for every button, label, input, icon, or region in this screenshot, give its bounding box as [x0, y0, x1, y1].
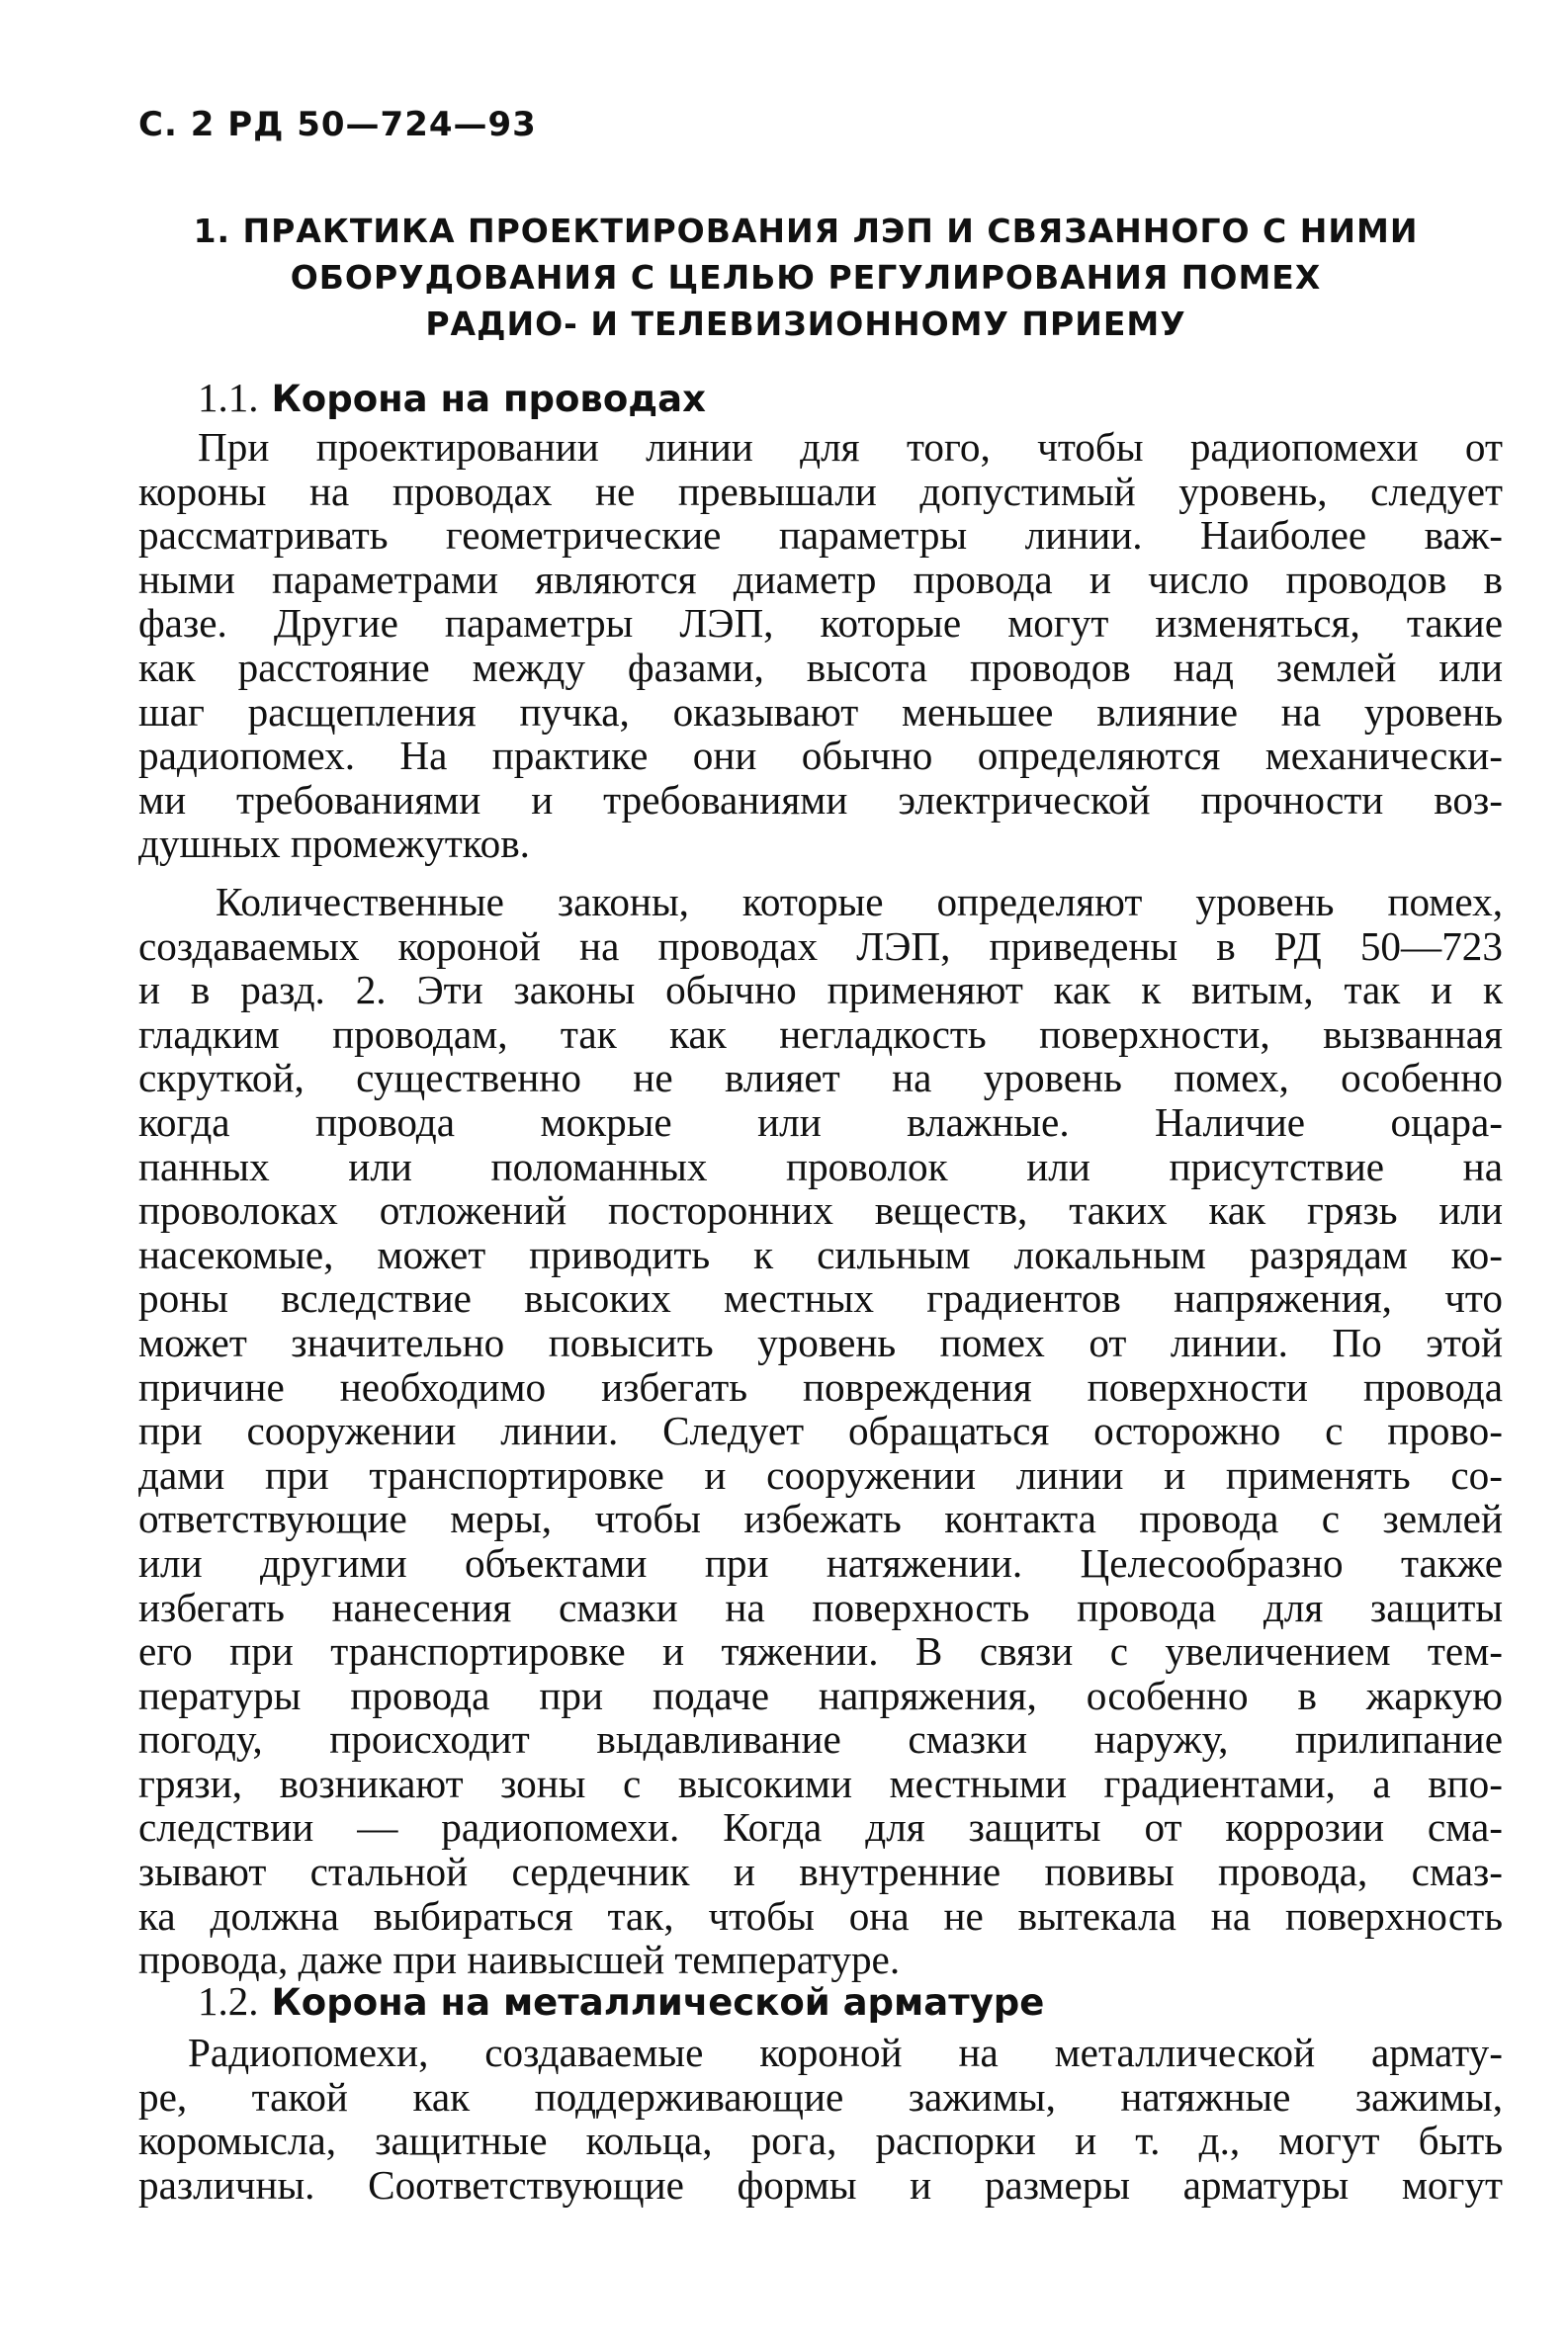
section-title-line: РАДИО- И ТЕЛЕВИЗИОННОМУ ПРИЕМУ [425, 304, 1186, 343]
text-line: рассматривать геометрические параметры линии. Наиболее важ- [138, 512, 1503, 559]
text-line: различны. Соответствующие формы и размеры арматуры могут [138, 2161, 1503, 2208]
text-line: ка должна выбираться так, чтобы она не вытекала на поверхность [138, 1892, 1503, 1939]
text-line: может значительно повысить уровень помех от линии. По этой [138, 1319, 1503, 1365]
text-line: создаваемых короной на проводах ЛЭП, приведены в РД 50—723 [138, 922, 1503, 969]
text-line: короны на проводах не превышали допустимый уровень, следует [138, 468, 1503, 514]
text-line: панных или поломанных проволок или присутствие на [138, 1143, 1503, 1189]
paragraph [138, 425, 1503, 866]
text-line: при сооружении линии. Следует обращаться осторожно с прово- [138, 1408, 1503, 1454]
text-line: фазе. Другие параметры ЛЭП, которые могут изменяться, такие [138, 600, 1503, 647]
text-line: коромысла, защитные кольца, рога, распорки и т. д., могут быть [138, 2118, 1503, 2164]
section-title [148, 208, 1463, 347]
text-line: погоду, происходит выдавливание смазки наружу, прилипание [138, 1716, 1503, 1763]
subsection-heading-1-2 [198, 1977, 1044, 2027]
text-line: насекомые, может приводить к сильным локальным разрядам ко- [138, 1231, 1503, 1277]
text-line: скруткой, существенно не влияет на уровень помех, особенно [138, 1055, 1503, 1101]
subsection-title: Корона на металлической арматуре [271, 1981, 1045, 2024]
section-title-line: ОБОРУДОВАНИЯ С ЦЕЛЬЮ РЕГУЛИРОВАНИЯ ПОМЕХ [290, 258, 1322, 297]
text-line: когда провода мокрые или влажные. Наличие оцара- [138, 1098, 1503, 1145]
text-line: проволоках отложений посторонних веществ, таких как грязь или [138, 1187, 1503, 1234]
subsection-heading-1-1 [198, 374, 706, 423]
text-line: ре, такой как поддерживающие зажимы, натяжные зажимы, [138, 2073, 1503, 2120]
subsection-number: 1.1. [198, 375, 259, 420]
paragraph [138, 2031, 1503, 2207]
text-line: ми требованиями и требованиями электрической прочности воз- [138, 776, 1503, 823]
section-title-line: 1. ПРАКТИКА ПРОЕКТИРОВАНИЯ ЛЭП И СВЯЗАННОГО С НИМИ [193, 212, 1419, 250]
text-line: и в разд. 2. Эти законы обычно применяют как к витым, так и к [138, 967, 1503, 1013]
text-line: как расстояние между фазами, высота проводов над землей или [138, 644, 1503, 690]
text-line: зывают стальной сердечник и внутренние повивы провода, смаз- [138, 1849, 1503, 1895]
text-line: При проектировании линии для того, чтобы радиопомехи от [198, 424, 1503, 470]
subsection-number: 1.2. [198, 1978, 259, 2024]
text-line: шаг расщепления пучка, оказывают меньшее влияние на уровень [138, 688, 1503, 735]
running-head: С. 2 РД 50—724—93 [138, 105, 537, 144]
text-line: пературы провода при подаче напряжения, особенно в жаркую [138, 1672, 1503, 1718]
text-line: дами при транспортировке и сооружении линии и применять со- [138, 1451, 1503, 1498]
text-line: Радиопомехи, создаваемые короной на металлической армату- [188, 2030, 1503, 2075]
text-line: гладким проводам, так как негладкость поверхности, вызванная [138, 1010, 1503, 1057]
text-line: Количественные законы, которые определяют уровень помех, [216, 879, 1503, 924]
subsection-title: Корона на проводах [271, 378, 706, 420]
text-line: следствии — радиопомехи. Когда для защиты от коррозии сма- [138, 1804, 1503, 1851]
text-line: избегать нанесения смазки на поверхность провода для защиты [138, 1584, 1503, 1630]
text-line: ными параметрами являются диаметр провода и число проводов в [138, 556, 1503, 602]
text-line: роны вследствие высоких местных градиентов напряжения, что [138, 1275, 1503, 1322]
text-line: грязи, возникают зоны с высокими местными градиентами, а впо- [138, 1760, 1503, 1806]
text-line: душных промежутков. [138, 821, 530, 867]
text-line: причине необходимо избегать повреждения поверхности провода [138, 1363, 1503, 1410]
text-line: его при транспортировке и тяжении. В связи с увеличением тем- [138, 1628, 1503, 1675]
text-line: или другими объектами при натяжении. Целесообразно также [138, 1539, 1503, 1586]
text-line: провода, даже при наивысшей температуре. [138, 1937, 901, 1983]
paragraph [138, 880, 1503, 1982]
text-line: ответствующие меры, чтобы избежать контакта провода с землей [138, 1496, 1503, 1542]
text-line: радиопомех. На практике они обычно определяются механически- [138, 733, 1503, 779]
